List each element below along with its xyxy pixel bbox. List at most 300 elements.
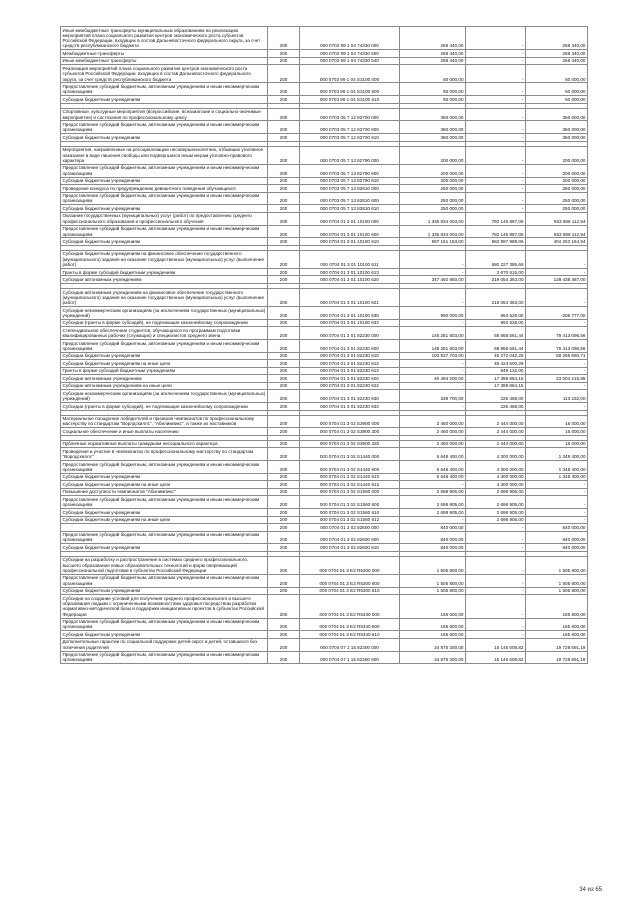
- row-remaining-amount: -206 777,00: [526, 307, 588, 320]
- row-plan-amount: 250 000,00: [400, 185, 466, 192]
- table-row: [61, 212, 588, 225]
- row-remaining-amount: 840 000,00: [526, 531, 588, 544]
- row-name: Субсидии бюджетным учреждениям: [61, 352, 268, 359]
- row-remaining-amount: 200 000,00: [526, 164, 588, 177]
- row-plan-amount: -: [400, 250, 466, 268]
- row-executed-amount: 226 468,00: [466, 403, 526, 410]
- row-executed-amount: 4 300 000,00: [466, 473, 526, 480]
- row-executed-amount: -: [466, 185, 526, 192]
- table-row: [61, 595, 588, 618]
- row-executed-amount: -: [466, 177, 526, 184]
- row-executed-amount: 226 468,00: [466, 390, 526, 403]
- table-row: [61, 481, 588, 488]
- row-budget-code: 000 0704 01 3 01 10100 630: [300, 307, 400, 320]
- row-budget-code: 000 0704 01 3 E2 R5300 000: [300, 556, 400, 574]
- row-plan-amount: 34 875 300,00: [400, 638, 466, 651]
- table-row: [61, 509, 588, 516]
- row-name: Субсидии на разработку и распространение в системах среднего профессионального, высшего образования новых образовательных технологий и форм опережающей профессиональной подготовки в субъектах Российской Федерации: [61, 556, 268, 574]
- row-admin-code: 200: [268, 587, 300, 594]
- row-admin-code: 200: [268, 382, 300, 389]
- row-budget-code: 000 0704 01 3 01 10100 621: [300, 288, 400, 306]
- row-plan-amount: 165 600,00: [400, 618, 466, 631]
- row-budget-code: 000 0704 01 3 01 82230 000: [300, 327, 400, 340]
- row-executed-amount: 2 698 905,00: [466, 488, 526, 495]
- row-admin-code: 200: [268, 651, 300, 664]
- row-plan-amount: 165 600,00: [400, 595, 466, 618]
- table-row: [61, 382, 588, 389]
- row-plan-amount: 103 537 703,00: [400, 352, 466, 359]
- row-admin-code: 200: [268, 57, 300, 64]
- table-row: [61, 428, 588, 435]
- row-executed-amount: -: [466, 83, 526, 96]
- table-row: [61, 461, 588, 474]
- table-row: [61, 587, 588, 594]
- row-name: Субсидии бюджетным учреждениям: [61, 473, 268, 480]
- row-plan-amount: 200 000,00: [400, 164, 466, 177]
- row-name: [61, 524, 268, 531]
- row-executed-amount: 45 423 500,29: [466, 360, 526, 367]
- row-name: Субсидии бюджетным учреждениям: [61, 544, 268, 551]
- row-plan-amount: 40 494 200,00: [400, 375, 466, 382]
- row-budget-code: 000 0704 01 3 02 S1560 000: [300, 488, 400, 495]
- row-admin-code: 200: [268, 618, 300, 631]
- row-admin-code: 200: [268, 509, 300, 516]
- table-body: [61, 27, 588, 664]
- row-plan-amount: 2 698 905,00: [400, 488, 466, 495]
- row-admin-code: 200: [268, 574, 300, 587]
- row-remaining-amount: 268 440,00: [526, 57, 588, 64]
- table-row: [61, 556, 588, 574]
- row-plan-amount: 347 492 850,00: [400, 276, 466, 283]
- row-plan-amount: -: [400, 403, 466, 410]
- row-budget-code: 000 0704 01 3 01 10100 000: [300, 212, 400, 225]
- row-executed-amount: 17 389 864,15: [466, 382, 526, 389]
- row-name: Проведение и участие в чемпионатах по профессиональному мастерству по стандартам "Ворлдскиллс": [61, 448, 268, 461]
- row-name: Мероприятия, направленные на ресоциализацию несовершеннолетних, отбывших уголовное наказание в виде лишения свободы или подвергшихся иным мерам уголовно-правового характера: [61, 146, 268, 164]
- row-name: Предоставление субсидий бюджетным, автономным учреждениям и иным некоммерческим организациям: [61, 192, 268, 205]
- row-budget-code: 000 0703 05 7 13 82810 000: [300, 185, 400, 192]
- row-name: Субсидии на создание условий для получения среднего профессионального и высшего образования людьми с ограниченными возможностями здоровья посредством разработки нормативно-методической базы и поддержки инициативных проектов в субъектах Российской Федерации: [61, 595, 268, 618]
- row-budget-code: 000 0704 01 3 02 82600 000: [300, 524, 400, 531]
- row-executed-amount: 2 698 905,00: [466, 516, 526, 523]
- row-remaining-amount: 23 004 215,85: [526, 375, 588, 382]
- row-admin-code: 200: [268, 544, 300, 551]
- row-executed-amount: 993 528,00: [466, 307, 526, 320]
- row-plan-amount: -: [400, 382, 466, 389]
- table-row: [61, 276, 588, 283]
- row-plan-amount: 1 505 800,00: [400, 556, 466, 574]
- page-number: 34 из 65: [579, 887, 602, 893]
- row-plan-amount: 1 335 834 003,00: [400, 225, 466, 238]
- row-plan-amount: 1 335 834 003,00: [400, 212, 466, 225]
- row-name: Предоставление субсидий бюджетным, автономным учреждениям и иным некоммерческим организациям: [61, 531, 268, 544]
- row-name: Субсидии автономным учреждениям: [61, 276, 268, 283]
- row-name: Субсидии автономным учреждениям: [61, 375, 268, 382]
- row-remaining-amount: 268 440,00: [526, 27, 588, 50]
- table-row: [61, 440, 588, 447]
- row-remaining-amount: 360 000,00: [526, 121, 588, 134]
- table-row: [61, 360, 588, 367]
- row-executed-amount: 15 146 608,82: [466, 638, 526, 651]
- row-remaining-amount: 1 505 800,00: [526, 587, 588, 594]
- row-remaining-amount: 1 348 400,00: [526, 461, 588, 474]
- row-plan-amount: 148 281 603,00: [400, 340, 466, 353]
- row-budget-code: 000 0704 01 3 02 S1440 000: [300, 448, 400, 461]
- table-row: [61, 225, 588, 238]
- budget-sheet: [60, 26, 587, 664]
- row-remaining-amount: 840 000,00: [526, 544, 588, 551]
- row-remaining-amount: 58 265 660,71: [526, 352, 588, 359]
- row-plan-amount: 2 698 905,00: [400, 509, 466, 516]
- row-admin-code: 200: [268, 65, 300, 83]
- row-plan-amount: 987 151 153,00: [400, 238, 466, 245]
- row-budget-code: 000 0704 01 3 01 82230 612: [300, 360, 400, 367]
- row-executed-amount: -: [466, 134, 526, 141]
- row-plan-amount: -: [400, 367, 466, 374]
- row-executed-amount: 993 528,00: [466, 319, 526, 326]
- table-row: [61, 352, 588, 359]
- table-row: [61, 134, 588, 141]
- row-name: Предоставление субсидий бюджетным, автономным учреждениям и иным некоммерческим организациям: [61, 651, 268, 664]
- row-admin-code: 200: [268, 238, 300, 245]
- table-row: [61, 27, 588, 50]
- row-remaining-amount: 50 000,00: [526, 96, 588, 103]
- row-budget-code: 000 0704 01 3 02 S3900 330: [300, 440, 400, 447]
- row-admin-code: 200: [268, 481, 300, 488]
- row-admin-code: 200: [268, 340, 300, 353]
- row-budget-code: 000 0704 01 3 E2 R5340 610: [300, 631, 400, 638]
- row-plan-amount: 250 000,00: [400, 205, 466, 212]
- table-row: [61, 205, 588, 212]
- row-plan-amount: 148 281 603,00: [400, 327, 466, 340]
- row-budget-code: 000 0704 01 3 01 10100 633: [300, 319, 400, 326]
- row-budget-code: 000 0704 01 3 01 82230 630: [300, 390, 400, 403]
- row-executed-amount: 15 146 608,82: [466, 651, 526, 664]
- row-remaining-amount: 50 000,00: [526, 83, 588, 96]
- row-admin-code: 200: [268, 268, 300, 275]
- row-remaining-amount: 360 000,00: [526, 134, 588, 141]
- row-executed-amount: 68 868 561,44: [466, 340, 526, 353]
- row-plan-amount: 840 000,00: [400, 524, 466, 531]
- row-plan-amount: 268 440,00: [400, 50, 466, 57]
- row-budget-code: 000 0704 01 3 02 S1560 612: [300, 516, 400, 523]
- row-executed-amount: 4 300 000,00: [466, 461, 526, 474]
- row-remaining-amount: -: [526, 250, 588, 268]
- row-executed-amount: 2 698 905,00: [466, 496, 526, 509]
- row-remaining-amount: -: [526, 481, 588, 488]
- row-name: Предоставление субсидий бюджетным, автономным учреждениям и иным некоммерческим организациям: [61, 496, 268, 509]
- row-budget-code: 000 0704 01 3 E2 R5300 610: [300, 587, 400, 594]
- row-remaining-amount: -: [526, 319, 588, 326]
- row-plan-amount: -: [400, 319, 466, 326]
- row-executed-amount: -: [466, 65, 526, 83]
- row-admin-code: 200: [268, 415, 300, 428]
- row-executed-amount: -: [466, 524, 526, 531]
- row-remaining-amount: 19 728 691,18: [526, 638, 588, 651]
- row-budget-code: 000 0704 01 3 02 82600 600: [300, 531, 400, 544]
- row-name: Предоставление субсидий бюджетным, автономным учреждениям и иным некоммерческим организациям: [61, 461, 268, 474]
- row-budget-code: 000 0704 01 3 01 82230 610: [300, 352, 400, 359]
- row-remaining-amount: 1 505 800,00: [526, 574, 588, 587]
- table-row: [61, 96, 588, 103]
- row-remaining-amount: 1 348 400,00: [526, 448, 588, 461]
- table-row: [61, 268, 588, 275]
- row-budget-code: 000 0703 05 7 13 82790 610: [300, 177, 400, 184]
- row-executed-amount: 4 300 000,00: [466, 481, 526, 488]
- row-admin-code: 200: [268, 367, 300, 374]
- row-admin-code: 200: [268, 185, 300, 192]
- row-budget-code: 000 0703 05 7 13 82810 600: [300, 192, 400, 205]
- row-executed-amount: -: [466, 544, 526, 551]
- row-executed-amount: 849 132,00: [466, 367, 526, 374]
- row-name: Субсидии некоммерческим организациям (за исключением государственных (муниципальных) учреждений): [61, 390, 268, 403]
- row-plan-amount: 1 505 800,00: [400, 574, 466, 587]
- row-budget-code: 000 0704 01 3 01 10100 620: [300, 276, 400, 283]
- row-name: Субсидии бюджетным учреждениям: [61, 238, 268, 245]
- row-remaining-amount: 250 000,00: [526, 185, 588, 192]
- table-row: [61, 638, 588, 651]
- row-executed-amount: -: [466, 121, 526, 134]
- row-executed-amount: 582 897 988,06: [466, 238, 526, 245]
- row-plan-amount: 50 000,00: [400, 83, 466, 96]
- row-admin-code: 200: [268, 461, 300, 474]
- row-remaining-amount: 165 600,00: [526, 595, 588, 618]
- row-remaining-amount: 200 000,00: [526, 146, 588, 164]
- row-name: Предоставление субсидий бюджетным, автономным учреждениям и иным некоммерческим организациям: [61, 83, 268, 96]
- row-remaining-amount: 79 413 096,56: [526, 340, 588, 353]
- row-executed-amount: -: [466, 96, 526, 103]
- row-budget-code: 000 0702 99 1 04 74330 000: [300, 27, 400, 50]
- table-row: [61, 340, 588, 353]
- row-budget-code: 000 0704 01 3 02 S1440 612: [300, 481, 400, 488]
- row-plan-amount: 1 505 800,00: [400, 587, 466, 594]
- table-row: [61, 496, 588, 509]
- table-row: [61, 319, 588, 326]
- row-name: Предоставление субсидий бюджетным, автономным учреждениям и иным некоммерческим организациям: [61, 225, 268, 238]
- row-admin-code: 200: [268, 276, 300, 283]
- table-row: [61, 367, 588, 374]
- row-remaining-amount: 19 728 691,18: [526, 651, 588, 664]
- row-budget-code: 000 0704 01 3 02 82600 610: [300, 544, 400, 551]
- table-row: [61, 192, 588, 205]
- row-admin-code: 200: [268, 595, 300, 618]
- table-row: [61, 50, 588, 57]
- row-executed-amount: 218 054 363,00: [466, 288, 526, 306]
- row-plan-amount: 840 000,00: [400, 544, 466, 551]
- row-plan-amount: 5 648 400,00: [400, 448, 466, 461]
- row-name: Материальное поощрение победителей и призеров чемпионатов по профессиональному мастерству по стандартам "Ворлдскиллс", "Абилимпикс", а также их наставников: [61, 415, 268, 428]
- row-admin-code: 200: [268, 96, 300, 103]
- row-name: Социальное обеспечение и иные выплаты населению: [61, 428, 268, 435]
- table-row: [61, 65, 588, 83]
- row-budget-code: 000 0703 99 1 04 S3100 610: [300, 96, 400, 103]
- row-admin-code: 200: [268, 516, 300, 523]
- row-name: Дополнительные гарантии по социальной поддержке детей-сирот и детей, оставшихся без попечения родителей: [61, 638, 268, 651]
- row-admin-code: 200: [268, 556, 300, 574]
- table-row: [61, 288, 588, 306]
- row-name: Реализация мероприятий плана социального развития центров экономического роста субъектов Российской Федерации, входящих в состав Дальневосточного федерального округа, за счет средств республиканского бюджета: [61, 65, 268, 83]
- table-row: [61, 618, 588, 631]
- table-row: [61, 121, 588, 134]
- row-name: Субсидии бюджетным учреждениям на иные цели: [61, 481, 268, 488]
- row-plan-amount: -: [400, 360, 466, 367]
- table-row: [61, 516, 588, 523]
- row-executed-amount: 2 444 000,00: [466, 440, 526, 447]
- row-executed-amount: 68 868 561,44: [466, 327, 526, 340]
- row-name: Субсидии бюджетным учреждениям: [61, 177, 268, 184]
- row-plan-amount: 165 600,00: [400, 631, 466, 638]
- row-executed-amount: -: [466, 556, 526, 574]
- row-admin-code: 200: [268, 192, 300, 205]
- row-admin-code: 200: [268, 146, 300, 164]
- table-row: [61, 307, 588, 320]
- row-plan-amount: 360 000,00: [400, 108, 466, 121]
- row-plan-amount: 250 000,00: [400, 192, 466, 205]
- row-budget-code: 000 0703 05 7 12 82700 600: [300, 121, 400, 134]
- row-admin-code: 200: [268, 488, 300, 495]
- row-name: Предоставление субсидий бюджетным, автономным учреждениям и иным некоммерческим организациям: [61, 618, 268, 631]
- row-name: Проведение конкурса по предупреждению девиантного поведения обучающихся: [61, 185, 268, 192]
- row-budget-code: 000 0703 05 7 13 82790 600: [300, 164, 400, 177]
- row-executed-amount: -: [466, 587, 526, 594]
- table-row: [61, 473, 588, 480]
- row-admin-code: 200: [268, 390, 300, 403]
- row-remaining-amount: 16 000,00: [526, 415, 588, 428]
- row-plan-amount: 2 460 000,00: [400, 440, 466, 447]
- row-admin-code: 200: [268, 212, 300, 225]
- row-plan-amount: 200 000,00: [400, 146, 466, 164]
- row-name: Предоставление субсидий бюджетным, автономным учреждениям и иным некоммерческим организациям: [61, 121, 268, 134]
- table-row: [61, 164, 588, 177]
- row-remaining-amount: -: [526, 367, 588, 374]
- row-executed-amount: 2 444 000,00: [466, 415, 526, 428]
- row-executed-amount: 17 389 864,15: [466, 375, 526, 382]
- row-plan-amount: 990 000,00: [400, 307, 466, 320]
- row-admin-code: 200: [268, 631, 300, 638]
- row-name: Субсидии бюджетным учреждениям: [61, 587, 268, 594]
- row-executed-amount: -: [466, 574, 526, 587]
- row-remaining-amount: 16 000,00: [526, 428, 588, 435]
- row-admin-code: 200: [268, 177, 300, 184]
- row-budget-code: 000 0704 01 3 02 S1560 600: [300, 496, 400, 509]
- row-budget-code: 000 0704 01 3 E2 R5340 600: [300, 618, 400, 631]
- row-executed-amount: -: [466, 164, 526, 177]
- row-name: Субсидии бюджетным учреждениям: [61, 134, 268, 141]
- row-executed-amount: -: [466, 631, 526, 638]
- row-name: Повышение доступности чемпионатов "Абилимпикс": [61, 488, 268, 495]
- row-admin-code: 200: [268, 83, 300, 96]
- row-admin-code: 200: [268, 205, 300, 212]
- row-remaining-amount: 404 253 164,94: [526, 238, 588, 245]
- row-executed-amount: -: [466, 108, 526, 121]
- table-row: [61, 390, 588, 403]
- row-remaining-amount: 79 413 096,56: [526, 327, 588, 340]
- row-remaining-amount: -: [526, 360, 588, 367]
- row-remaining-amount: -: [526, 516, 588, 523]
- row-name: Межбюджетные трансферты: [61, 50, 268, 57]
- row-executed-amount: -: [466, 595, 526, 618]
- row-admin-code: 200: [268, 352, 300, 359]
- row-budget-code: 000 0704 01 3 02 S1560 610: [300, 509, 400, 516]
- table-row: [61, 415, 588, 428]
- row-plan-amount: 840 000,00: [400, 531, 466, 544]
- row-remaining-amount: 1 348 400,00: [526, 473, 588, 480]
- table-row: [61, 375, 588, 382]
- row-budget-code: 000 0704 01 3 01 82230 613: [300, 367, 400, 374]
- row-executed-amount: 2 444 000,00: [466, 428, 526, 435]
- row-budget-code: 000 0704 01 3 01 10100 600: [300, 225, 400, 238]
- row-plan-amount: -: [400, 268, 466, 275]
- row-remaining-amount: -: [526, 488, 588, 495]
- row-executed-amount: -: [466, 50, 526, 57]
- row-plan-amount: -: [400, 516, 466, 523]
- row-budget-code: 000 0703 05 7 12 82700 610: [300, 134, 400, 141]
- table-row: [61, 651, 588, 664]
- row-name: Субсидии бюджетным учреждениям: [61, 205, 268, 212]
- row-remaining-amount: 200 000,00: [526, 177, 588, 184]
- row-name: Субсидии (гранты в форме субсидий), не подлежащие казначейскому сопровождению: [61, 403, 268, 410]
- table-row: [61, 146, 588, 164]
- table-row: [61, 531, 588, 544]
- table-row: [61, 574, 588, 587]
- row-executed-amount: 2 698 905,00: [466, 509, 526, 516]
- row-remaining-amount: 250 000,00: [526, 192, 588, 205]
- row-budget-code: 000 0704 01 3 E2 R5300 600: [300, 574, 400, 587]
- row-name: Иные межбюджетные трансферты муниципальным образованиям на реализацию мероприятий плана социального развития центров экономического роста субъектов Российской Федерации, входящих в состав Дальневосточного федерального округа, за счет средств республиканского бюджета: [61, 27, 268, 50]
- row-remaining-amount: -: [526, 288, 588, 306]
- row-executed-amount: -: [466, 57, 526, 64]
- row-plan-amount: 50 000,00: [400, 96, 466, 103]
- row-plan-amount: 50 000,00: [400, 65, 466, 83]
- row-remaining-amount: -: [526, 496, 588, 509]
- row-admin-code: 200: [268, 327, 300, 340]
- row-plan-amount: 34 875 300,00: [400, 651, 466, 664]
- row-admin-code: 200: [268, 27, 300, 50]
- row-remaining-amount: -: [526, 268, 588, 275]
- row-name: Субсидии автономным учреждениям на финансовое обеспечение государственного (муниципального) задания на оказание государственных (муниципальных) услуг (выполнение работ): [61, 288, 268, 306]
- row-remaining-amount: 128 438 487,00: [526, 276, 588, 283]
- row-budget-code: 000 0704 01 3 01 82230 620: [300, 375, 400, 382]
- row-executed-amount: 219 054 363,00: [466, 276, 526, 283]
- row-plan-amount: 339 700,00: [400, 390, 466, 403]
- row-executed-amount: 4 300 000,00: [466, 448, 526, 461]
- row-executed-amount: -: [466, 192, 526, 205]
- row-budget-code: 000 0704 01 3 02 S1440 600: [300, 461, 400, 474]
- row-budget-code: 000 0704 01 3 02 S1440 610: [300, 473, 400, 480]
- row-name: Предоставление субсидий бюджетным, автономным учреждениям и иным некоммерческим организациям: [61, 340, 268, 353]
- row-executed-amount: 782 145 887,06: [466, 212, 526, 225]
- row-name: Оказание государственных (муниципальных) услуг (работ) по предоставлению среднего профессионального образования и профессионального обучения: [61, 212, 268, 225]
- row-remaining-amount: 553 688 112,94: [526, 225, 588, 238]
- row-remaining-amount: 268 440,00: [526, 50, 588, 57]
- table-row: [61, 250, 588, 268]
- table-row: [61, 108, 588, 121]
- row-budget-code: 000 0704 01 3 01 10100 610: [300, 238, 400, 245]
- row-remaining-amount: -: [526, 382, 588, 389]
- row-executed-amount: -: [466, 618, 526, 631]
- row-name: Стипендиальное обеспечение студентов, обучающихся по программам подготовки квалифицированных рабочих (служащих) и специалистов среднего звена: [61, 327, 268, 340]
- row-remaining-amount: 16 000,00: [526, 440, 588, 447]
- table-row: [61, 57, 588, 64]
- row-admin-code: 200: [268, 288, 300, 306]
- row-admin-code: 200: [268, 121, 300, 134]
- row-executed-amount: -: [466, 146, 526, 164]
- row-remaining-amount: 553 688 112,94: [526, 212, 588, 225]
- row-executed-amount: 782 145 887,06: [466, 225, 526, 238]
- row-name: Предоставление субсидий бюджетным, автономным учреждениям и иным некоммерческим организациям: [61, 164, 268, 177]
- row-budget-code: 000 0702 99 1 04 74330 540: [300, 57, 400, 64]
- row-admin-code: 200: [268, 448, 300, 461]
